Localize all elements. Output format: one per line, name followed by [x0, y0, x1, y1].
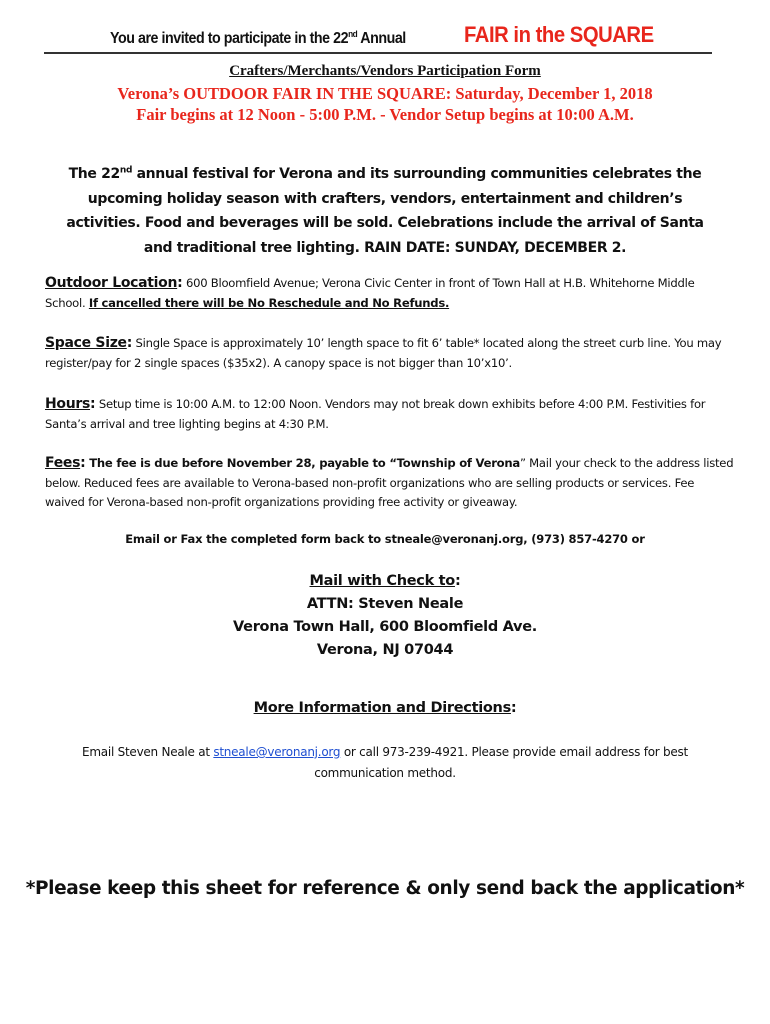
intro-part1: The 22 — [68, 166, 120, 182]
contact-email-link[interactable]: stneale@veronanj.org — [213, 745, 341, 759]
space-section: Space Size: Single Space is approximately 10’ length space to fit 6’ table* located along the street curb line. You may register/pay for 2 single spaces ($35x2). A canopy space is not bigger than 10’x10’. — [45, 335, 722, 370]
fees-bold-text: The fee is due before November 28, payable to “Township of Verona — [85, 456, 520, 470]
mail-address1: Verona Town Hall, 600 Bloomfield Ave. — [233, 619, 537, 635]
intro-paragraph — [50, 162, 720, 260]
location-section: Outdoor Location: 600 Bloomfield Avenue; Verona Civic Center in front of Town Hall at H.B. Whitehorne Middle School. If cancelled there will be No Reschedule and No Refunds. — [45, 275, 695, 310]
fees-label: Fees — [45, 455, 81, 471]
intro-part2: annual festival for Verona and its surrounding communities celebrates the upcoming holiday season with crafters, vendors, entertainment and children’s activities. Food and beverages will be sold. Celebrations include the arrival of Santa and traditional tree lighting. RAIN DATE: SUNDAY, DECEMBER 2. — [66, 166, 704, 256]
fees-text: ” Mail your check to the address listed below. Reduced fees are available to Verona-based non-profit organizations who are selling products or services. Fee waived for Verona-based non-profit organizations providing free activity or giveaway. — [45, 456, 734, 509]
event-date-line: Verona’s OUTDOOR FAIR IN THE SQUARE: Saturday, December 1, 2018 — [117, 84, 653, 103]
fees-section: Fees: The fee is due before November 28, payable to “Township of Verona” Mail your check to the address listed below. Reduced fees are available to Verona-based non-profit organizations who are selling products or services. Fee waived for Verona-based non-profit organizations providing free activity or giveaway. — [45, 455, 734, 509]
more-info-colon: : — [510, 700, 517, 716]
mail-block — [0, 570, 770, 662]
more-info-heading: More Information and Directions — [253, 700, 511, 716]
location-label: Outdoor Location — [45, 275, 178, 291]
location-warning: If cancelled there will be No Reschedule and No Refunds. — [88, 295, 450, 310]
more-info-heading-line — [0, 700, 770, 716]
hours-section: Hours: Setup time is 10:00 A.M. to 12:00 Noon. Vendors may not break down exhibits before 4:00 P.M. Festivities for Santa’s arrival and tree lighting begins at 4:30 P.M. — [45, 396, 706, 431]
hours-label: Hours — [45, 396, 91, 412]
contact-prefix: Email Steven Neale at — [82, 745, 214, 759]
invite-text-main: You are invited to participate in the 22 — [110, 30, 349, 48]
mail-attn: ATTN: Steven Neale — [306, 596, 464, 612]
fair-title: FAIR in the SQUARE — [464, 22, 654, 47]
space-label: Space Size — [45, 335, 127, 351]
invite-sup: nd — [348, 29, 358, 39]
intro-sup: nd — [119, 165, 133, 176]
email-fax-line: Email or Fax the completed form back to stneale@veronanj.org, (973) 857-4270 or — [125, 532, 645, 546]
location-text: 600 Bloomfield Avenue; Verona Civic Center in front of Town Hall at H.B. Whitehorne Middle School. — [45, 276, 695, 310]
mail-address2: Verona, NJ 07044 — [316, 642, 454, 658]
invite-tail: Annual — [357, 30, 406, 48]
hours-text: Setup time is 10:00 A.M. to 12:00 Noon. Vendors may not break down exhibits before 4:00 P.M. Festivities for Santa’s arrival and tree lighting begins at 4:30 P.M. — [45, 397, 706, 431]
contact-suffix: or call 973-239-4921. Please provide email address for best communication method. — [314, 745, 688, 780]
event-time-line: Fair begins at 12 Noon - 5:00 P.M. - Vendor Setup begins at 10:00 A.M. — [136, 105, 634, 124]
invite-text — [110, 29, 406, 48]
keep-notice: *Please keep this sheet for reference & only send back the application* — [25, 878, 745, 899]
contact-paragraph — [55, 742, 715, 784]
mail-heading-colon: : — [454, 573, 461, 589]
mail-heading: Mail with Check to — [309, 573, 455, 589]
mail-heading-line — [0, 570, 770, 593]
space-text: Single Space is approximately 10’ length space to fit 6’ table* located along the street curb line. You may register/pay for 2 single spaces ($35x2). A canopy space is not bigger than 10’x10’. — [45, 336, 722, 370]
form-title: Crafters/Merchants/Vendors Participation Form — [229, 63, 541, 79]
top-header — [44, 22, 712, 54]
